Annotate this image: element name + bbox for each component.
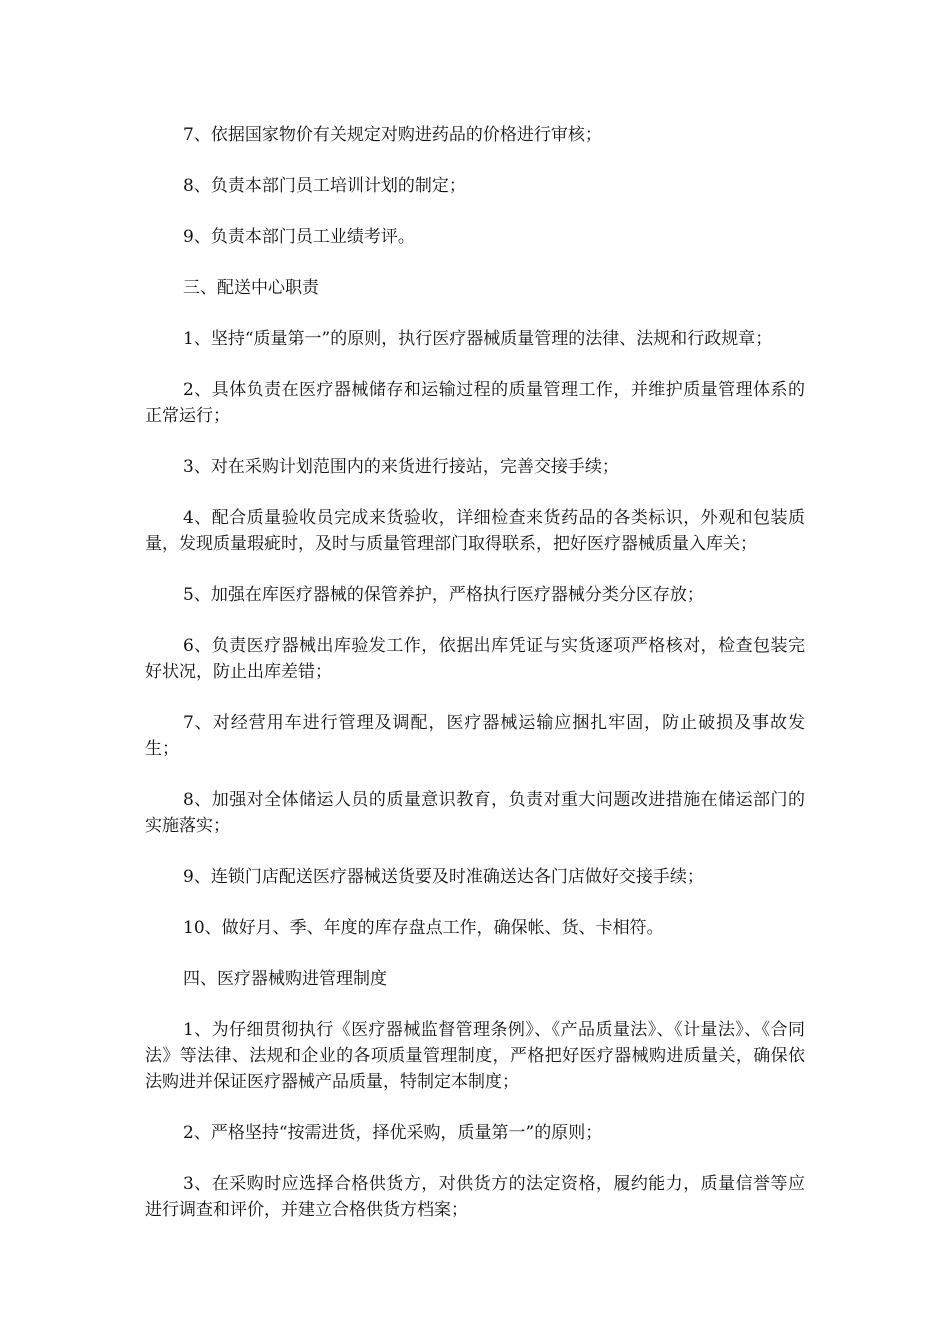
paragraph: 2、具体负责在医疗器械储存和运输过程的质量管理工作，并维护质量管理体系的正常运行； (145, 380, 805, 426)
paragraph: 1、坚持“质量第一”的原则，执行医疗器械质量管理的法律、法规和行政规章； (183, 329, 773, 349)
paragraph: 5、加强在库医疗器械的保管养护，严格执行医疗器械分类分区存放； (183, 585, 704, 605)
document-body (145, 122, 805, 1248)
paragraph: 4、配合质量验收员完成来货验收，详细检查来货药品的各类标识，外观和包装质量，发现质量瑕疵时，及时与质量管理部门取得联系，把好医疗器械质量入库关； (145, 508, 805, 554)
paragraph: 8、负责本部门员工培训计划的制定； (183, 176, 466, 196)
paragraph: 9、负责本部门员工业绩考评。 (183, 227, 415, 247)
paragraph: 1、为仔细贯彻执行《医疗器械监督管理条例》、《产品质量法》、《计量法》、《合同法》等法律、法规和企业的各项质量管理制度，严格把好医疗器械购进质量关，确保依法购进并保证医疗器械产品质量，特制定本制度； (145, 1020, 805, 1092)
paragraph: 8、加强对全体储运人员的质量意识教育，负责对重大问题改进措施在储运部门的实施落实； (145, 790, 805, 836)
paragraph: 6、负责医疗器械出库验发工作，依据出库凭证与实货逐项严格核对，检查包装完好状况，防止出库差错； (145, 636, 805, 682)
section-heading: 四、医疗器械购进管理制度 (183, 969, 387, 989)
section-heading: 三、配送中心职责 (183, 278, 319, 298)
paragraph: 2、严格坚持“按需进货，择优采购，质量第一”的原则； (183, 1123, 603, 1143)
paragraph: 9、连锁门店配送医疗器械送货要及时准确送达各门店做好交接手续； (183, 867, 704, 887)
paragraph: 7、对经营用车进行管理及调配，医疗器械运输应捆扎牢固，防止破损及事故发生； (145, 713, 805, 759)
paragraph: 3、在采购时应选择合格供货方，对供货方的法定资格，履约能力，质量信誉等应进行调查和评价，并建立合格供货方档案； (145, 1174, 805, 1220)
paragraph: 3、对在采购计划范围内的来货进行接站，完善交接手续； (183, 457, 619, 477)
paragraph: 7、依据国家物价有关规定对购进药品的价格进行审核； (183, 125, 602, 145)
paragraph: 10、做好月、季、年度的库存盘点工作，确保帐、货、卡相符。 (183, 918, 664, 938)
